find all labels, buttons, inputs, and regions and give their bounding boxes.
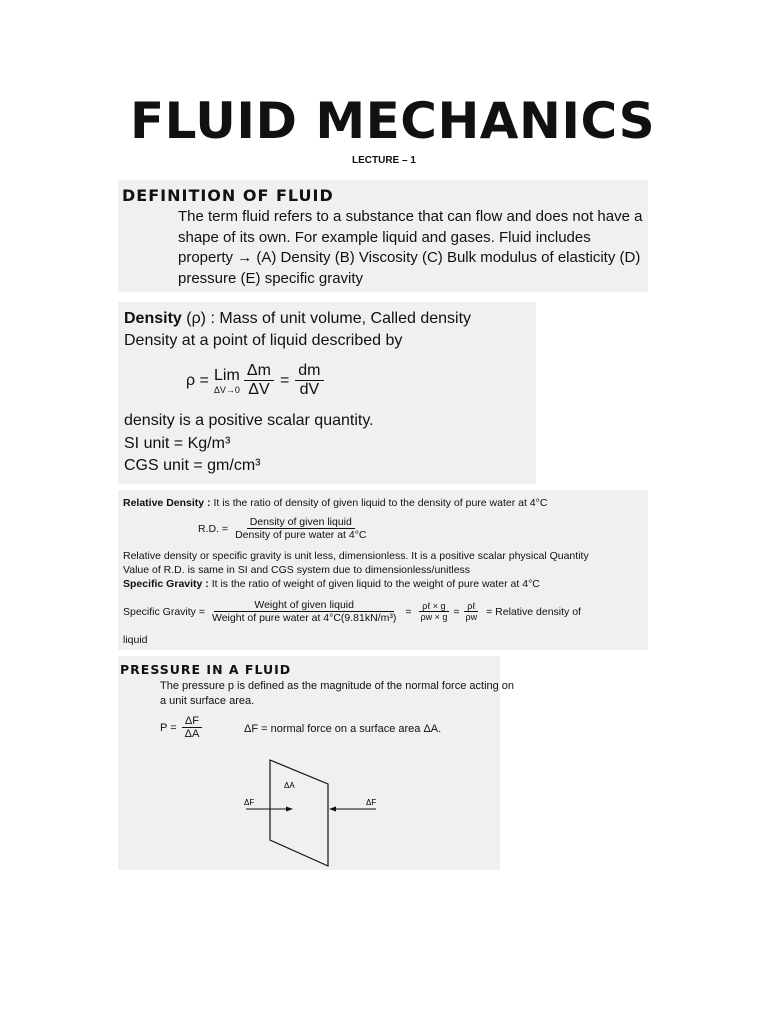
sg-fraction-2	[417, 601, 450, 622]
surface-area-plate	[270, 760, 328, 866]
force-arrow-right-head	[329, 807, 336, 812]
rd-lhs: R.D. =	[198, 522, 229, 535]
sg-denominator: Weight of pure water at 4°C(9.81kN/m³)	[212, 612, 397, 624]
specific-gravity-text: It is the ratio of weight of given liquid to the weight of pure water at 4°C	[208, 578, 540, 590]
pressure-lhs: P =	[160, 721, 177, 734]
rd-denominator: Density of pure water at 4°C	[235, 529, 367, 541]
pressure-numerator: ΔF	[182, 715, 202, 728]
pressure-diagram	[236, 754, 386, 872]
pressure-heading: PRESSURE IN A FLUID	[120, 662, 292, 677]
fraction-1-numerator: Δm	[244, 362, 274, 381]
definition-body: The term fluid refers to a substance that can flow and does not have a shape of its own. For example liquid and gases. Fluid includes property → (A) Density (B) Viscosity (C) Bulk modulus of elasticity (D) pressure (E) specific gravity	[178, 208, 643, 287]
density-si-unit: SI unit = Kg/m³	[124, 435, 231, 452]
limit-word: Lim	[214, 366, 240, 384]
specific-gravity-formula	[123, 599, 581, 624]
sg-fraction-3-denominator: ρw	[465, 612, 478, 622]
sg-fraction-2-numerator: ρℓ × g	[419, 601, 448, 612]
fraction-1-denominator: ΔV	[248, 381, 270, 398]
density-formula-lhs: ρ =	[186, 371, 209, 389]
pressure-fraction	[182, 715, 203, 740]
density-equals: =	[279, 371, 290, 389]
definition-heading: DEFINITION OF FLUID	[122, 186, 334, 205]
sg-numerator: Weight of given liquid	[214, 599, 394, 612]
pressure-body: The pressure p is defined as the magnitude of the normal force acting on a unit surface area.	[160, 680, 515, 707]
fraction-2-numerator: dm	[295, 362, 323, 381]
sg-continuation: liquid	[123, 634, 148, 646]
density-limit	[214, 367, 240, 395]
density-formula	[186, 362, 324, 399]
sg-fraction-3	[463, 601, 481, 622]
pressure-note: ΔF = normal force on a surface area ΔA.	[244, 723, 442, 735]
fraction-2-denominator: dV	[299, 381, 320, 398]
relative-density-text: It is the ratio of density of given liquid to the density of pure water at 4°C	[210, 497, 548, 509]
sg-fraction-3-numerator: ρℓ	[464, 601, 478, 612]
density-fraction-1	[244, 362, 274, 399]
figure-force-right-label: ΔF	[366, 798, 377, 807]
force-arrow-left-head	[286, 807, 293, 812]
lecture-label: LECTURE – 1	[352, 155, 416, 166]
sg-equals: =	[405, 605, 412, 618]
figure-area-label: ΔA	[284, 781, 295, 790]
relative-density-formula	[198, 516, 370, 541]
density-scalar-note: density is a positive scalar quantity.	[124, 412, 374, 429]
specific-gravity-label: Specific Gravity :	[123, 578, 209, 590]
density-label: Density	[124, 310, 182, 327]
density-cgs-unit: CGS unit = gm/cm³	[124, 457, 261, 474]
rd-numerator: Density of given liquid	[247, 516, 355, 529]
sg-rhs: = Relative density of	[486, 605, 581, 618]
density-line-2: Density at a point of liquid described by	[124, 332, 403, 349]
density-line	[124, 310, 471, 328]
sg-equals-2: =	[453, 605, 460, 618]
relative-density-line	[123, 497, 547, 509]
sg-fraction-2-denominator: ρw × g	[420, 612, 448, 622]
relative-density-note-2: Value of R.D. is same in SI and CGS system due to dimensionless/unitless	[123, 564, 471, 576]
specific-gravity-line	[123, 578, 540, 590]
sg-fraction-1	[209, 599, 399, 624]
page-title: FLUID MECHANICS	[130, 92, 656, 150]
figure-force-left-label: ΔF	[244, 798, 255, 807]
relative-density-label: Relative Density :	[123, 497, 211, 509]
sg-lhs: Specific Gravity =	[123, 605, 205, 618]
rd-fraction	[232, 516, 369, 541]
density-fraction-2	[295, 362, 323, 399]
density-symbol: (ρ)	[186, 310, 207, 327]
relative-density-note-1: Relative density or specific gravity is unit less, dimensionless. It is a positive scalar physical Quantity	[123, 550, 589, 562]
limit-subscript: ΔV→0	[213, 384, 240, 395]
density-desc: : Mass of unit volume, Called density	[210, 310, 472, 327]
pressure-denominator: ΔA	[184, 728, 200, 740]
pressure-formula	[160, 715, 202, 740]
